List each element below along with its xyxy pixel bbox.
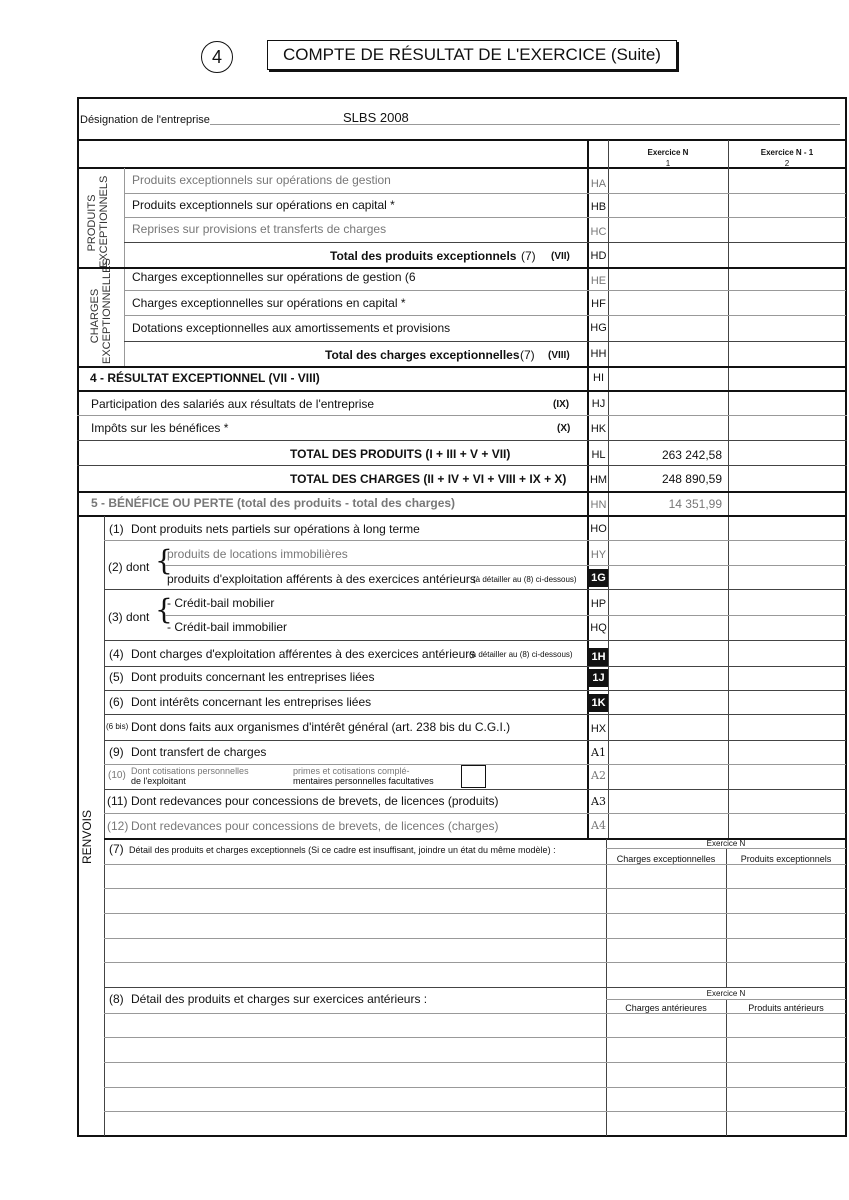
j1-num: (5) xyxy=(109,670,124,684)
code-hl: HL xyxy=(591,449,606,461)
row-hc-label: Reprises sur provisions et transferts de charges xyxy=(132,222,387,236)
col1-title: Exercice N xyxy=(647,148,689,157)
code-hq: HQ xyxy=(590,622,607,634)
a1-num: (9) xyxy=(109,745,124,759)
row-he-label: Charges exceptionnelles sur opérations de gestion (6 xyxy=(132,270,416,284)
rule xyxy=(77,139,847,141)
code-hx: HX xyxy=(590,723,607,735)
rule xyxy=(104,938,846,939)
rule xyxy=(104,714,846,715)
h1-num: (4) xyxy=(109,647,124,661)
page-number: 4 xyxy=(211,47,222,67)
value-hl: 263 242,58 xyxy=(661,448,722,462)
rule xyxy=(606,848,846,849)
g1-note: (à détailler au (8) ci-dessous) xyxy=(473,575,577,584)
rule xyxy=(124,315,846,316)
row-hd-roman: (VII) xyxy=(551,251,570,262)
col2-title: Exercice N - 1 xyxy=(760,148,814,157)
rule xyxy=(104,666,846,667)
row-hh-label: Total des charges exceptionnelles xyxy=(325,348,520,362)
rule xyxy=(165,615,846,616)
k1-label: Dont intérêts concernant les entreprises liées xyxy=(131,695,372,709)
renvois-col-left xyxy=(104,516,105,1136)
page-title: COMPTE DE RÉSULTAT DE L'EXERCICE (Suite) xyxy=(267,40,677,70)
a2-label-a2: de l'exploitant xyxy=(131,776,186,786)
row-hl-label: TOTAL DES PRODUITS (I + III + V + VII) xyxy=(290,447,511,461)
rule xyxy=(124,193,846,194)
rule xyxy=(77,465,847,466)
code-he: HE xyxy=(590,275,607,287)
rule xyxy=(104,789,846,790)
code-hb: HB xyxy=(590,201,607,213)
rule xyxy=(104,540,846,541)
detail8-exercice: Exercice N xyxy=(706,989,746,998)
a2-label-b2: mentaires personnelles facultatives xyxy=(293,776,434,786)
a2-num: (10) xyxy=(108,770,126,781)
ho-num: (1) xyxy=(109,522,124,536)
rule xyxy=(104,987,846,988)
a3-label: Dont redevances pour concessions de brevets, de licences (produits) xyxy=(131,794,499,808)
col1-right xyxy=(728,140,729,840)
row-hd-ref: (7) xyxy=(521,249,536,263)
hq-label: - Crédit-bail immobilier xyxy=(167,620,288,634)
renvois-section-label: RENVOIS xyxy=(80,810,94,865)
row-hb-label: Produits exceptionnels sur opérations en capital * xyxy=(132,198,395,212)
code-hp: HP xyxy=(590,598,607,610)
row-hk-roman: (X) xyxy=(557,423,571,434)
rule xyxy=(104,640,846,641)
rule xyxy=(77,515,847,517)
rule xyxy=(104,1013,846,1014)
code-1k: 1K xyxy=(589,694,608,712)
charges-section-label: CHARGES EXCEPTIONNELLES xyxy=(89,258,113,364)
detail7-num: (7) xyxy=(109,842,124,856)
dont3-label: (3) dont xyxy=(108,610,150,624)
rule xyxy=(104,1037,846,1038)
produits-section-label: PRODUITS EXCEPTIONNELS xyxy=(86,175,110,268)
code-hf: HF xyxy=(591,298,606,310)
j1-label: Dont produits concernant les entreprises liées xyxy=(131,670,375,684)
value-hn: 14 351,99 xyxy=(668,497,722,511)
detail8-col-mid xyxy=(726,999,727,1136)
rule xyxy=(104,813,846,814)
col1-num: 1 xyxy=(665,159,671,168)
page-number-circle xyxy=(201,41,233,73)
row-hh-roman: (VIII) xyxy=(548,350,570,361)
code-1h: 1H xyxy=(589,648,608,666)
code-1j: 1J xyxy=(589,669,608,687)
hy-label: produits de locations immobilières xyxy=(167,547,348,561)
row-hg-label: Dotations exceptionnelles aux amortissements et provisions xyxy=(132,321,451,335)
rule xyxy=(104,690,846,691)
rule xyxy=(77,415,847,416)
rule xyxy=(606,999,846,1000)
detail7-col-b: Produits exceptionnels xyxy=(740,854,832,864)
code-hg: HG xyxy=(590,322,607,334)
detail7-col-a: Charges exceptionnelles xyxy=(616,854,716,864)
code-hn: HN xyxy=(590,499,607,511)
detail7-label: Détail des produits et charges exceptionnels (Si ce cadre est insuffisant, joindre un état du même modèle) : xyxy=(129,845,556,855)
rule xyxy=(104,1111,846,1112)
row-hh-ref: (7) xyxy=(520,348,535,362)
detail7-exercice: Exercice N xyxy=(706,839,746,848)
code-a3: A3 xyxy=(591,795,606,808)
hx-label: Dont dons faits aux organismes d'intérêt général (art. 238 bis du C.G.I.) xyxy=(131,720,511,734)
detail7-col-mid xyxy=(726,848,727,987)
code-ho: HO xyxy=(590,523,607,535)
col2-num: 2 xyxy=(784,159,790,168)
a4-label: Dont redevances pour concessions de brevets, de licences (charges) xyxy=(131,819,499,833)
detail8-col-b: Produits antérieurs xyxy=(748,1003,824,1013)
a1-label: Dont transfert de charges xyxy=(131,745,267,759)
company-label: Désignation de l'entreprise xyxy=(80,114,210,126)
a2-label-b1: primes et cotisations complé- xyxy=(293,766,410,776)
code-hk: HK xyxy=(590,423,607,435)
code-hm: HM xyxy=(589,474,608,486)
dont2-label: (2) dont xyxy=(108,560,150,574)
rule xyxy=(165,565,846,566)
company-underline xyxy=(210,124,840,125)
rule xyxy=(124,341,846,342)
a2-label-a1: Dont cotisations personnelles xyxy=(131,766,249,776)
rule xyxy=(104,864,846,865)
rule xyxy=(77,440,847,441)
detail8-num: (8) xyxy=(109,992,124,1006)
rule xyxy=(104,962,846,963)
hx-num: (6 bis) xyxy=(106,722,129,731)
code-a1: A1 xyxy=(591,746,606,759)
row-hj-roman: (IX) xyxy=(553,399,570,410)
row-hd-label: Total des produits exceptionnels xyxy=(330,249,517,263)
rule xyxy=(77,491,847,493)
rule xyxy=(77,366,847,368)
rule xyxy=(124,290,846,291)
row-hm-label: TOTAL DES CHARGES (II + IV + VI + VIII + IX + X) xyxy=(290,472,567,486)
row-hk-label: Impôts sur les bénéfices * xyxy=(91,421,229,435)
rule xyxy=(104,589,846,590)
ho-label: Dont produits nets partiels sur opérations à long terme xyxy=(131,522,420,536)
code-hc: HC xyxy=(590,226,607,238)
code-hj: HJ xyxy=(591,398,606,410)
rule xyxy=(124,217,846,218)
value-hm: 248 890,59 xyxy=(661,472,722,486)
row-hi-label: 4 - RÉSULTAT EXCEPTIONNEL (VII - VIII) xyxy=(90,371,320,385)
rule xyxy=(104,740,846,741)
a4-num: (12) xyxy=(107,819,129,833)
a3-num: (11) xyxy=(107,794,128,808)
brace-3: { xyxy=(155,593,173,626)
detail8-label: Détail des produits et charges sur exercices antérieurs : xyxy=(131,992,428,1006)
hp-label: - Crédit-bail mobilier xyxy=(167,596,275,610)
rule xyxy=(104,913,846,914)
code-1g: 1G xyxy=(589,569,608,587)
rule xyxy=(77,390,847,392)
g1-label: produits d'exploitation afférents à des exercices antérieurs xyxy=(167,572,476,586)
row-hf-label: Charges exceptionnelles sur opérations en capital * xyxy=(132,296,406,310)
code-hy: HY xyxy=(590,549,607,561)
row-ha-label: Produits exceptionnels sur opérations de gestion xyxy=(132,173,391,187)
code-hi: HI xyxy=(593,372,604,384)
rule xyxy=(104,1087,846,1088)
code-a4: A4 xyxy=(591,819,606,832)
rule xyxy=(104,1062,846,1063)
rule xyxy=(104,888,846,889)
rule xyxy=(77,167,847,169)
code-a2: A2 xyxy=(591,769,606,782)
row-hj-label: Participation des salariés aux résultats de l'entreprise xyxy=(91,397,375,411)
h1-note: (à détailler au (8) ci-dessous) xyxy=(469,650,573,659)
brace-2: { xyxy=(155,544,173,577)
code-ha: HA xyxy=(590,178,607,190)
a2-checkbox[interactable] xyxy=(461,765,486,788)
rule xyxy=(77,267,847,269)
row-hn-label: 5 - BÉNÉFICE OU PERTE (total des produits - total des charges) xyxy=(91,496,456,510)
h1-label: Dont charges d'exploitation afférentes à des exercices antérieurs xyxy=(131,647,476,661)
detail8-col-a: Charges antérieures xyxy=(625,1003,707,1013)
code-hd: HD xyxy=(590,250,607,262)
rule xyxy=(124,242,846,243)
code-hh: HH xyxy=(590,348,607,360)
k1-num: (6) xyxy=(109,695,124,709)
code-col-right xyxy=(608,140,609,840)
company-name: SLBS 2008 xyxy=(343,110,409,125)
